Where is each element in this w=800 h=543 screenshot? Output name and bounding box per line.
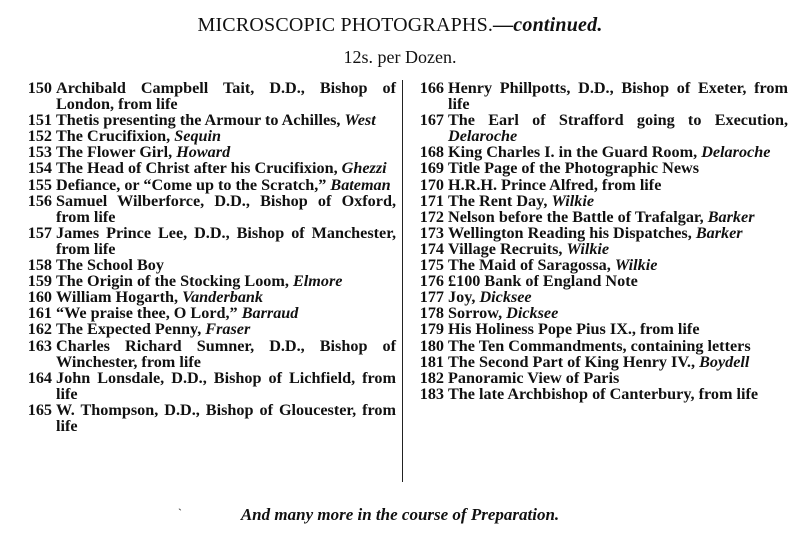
entry-text: Archibald Campbell Tait, D.D., Bishop of London, from life <box>56 79 396 114</box>
entry-number: 155 <box>27 175 52 194</box>
list-item <box>410 80 788 112</box>
entry-text: Samuel Wilberforce, D.D., Bishop of Oxford, from life <box>56 191 396 226</box>
entry-text: The Earl of Strafford going to Execution, Delaroche <box>448 111 788 146</box>
entry-text: The Maid of Saragossa, Wilkie <box>448 256 658 275</box>
left-column <box>18 80 396 434</box>
entry-number: 151 <box>27 111 52 130</box>
entry-text: Title Page of the Photographic News <box>448 159 700 178</box>
list-item <box>410 305 788 321</box>
entry-number: 172 <box>419 207 444 226</box>
entry-number: 160 <box>27 288 52 307</box>
entry-artist: Vanderbank <box>182 288 264 307</box>
entry-text: The School Boy <box>56 256 164 275</box>
entry-artist: Dicksee <box>506 304 559 323</box>
entry-artist: Delaroche <box>448 127 518 146</box>
list-item <box>410 160 788 176</box>
entry-number: 167 <box>419 111 444 130</box>
list-item <box>410 241 788 257</box>
list-item <box>18 112 396 128</box>
entry-text: The Origin of the Stocking Loom, Elmore <box>56 272 343 291</box>
list-item <box>410 338 788 354</box>
list-item <box>18 370 396 402</box>
list-item <box>18 305 396 321</box>
list-item <box>410 112 788 144</box>
entry-number: 181 <box>419 352 444 371</box>
list-item <box>18 177 396 193</box>
entry-text: Nelson before the Battle of Trafalgar, Barker <box>448 207 755 226</box>
entry-text: The Expected Penny, Fraser <box>56 320 251 339</box>
entry-number: 179 <box>419 320 444 339</box>
price-line: 12s. per Dozen. <box>343 47 457 67</box>
list-item <box>410 177 788 193</box>
entry-artist: Bateman <box>330 175 391 194</box>
right-column <box>410 80 788 402</box>
list-item <box>18 257 396 273</box>
entry-artist: Wilkie <box>551 191 595 210</box>
list-item <box>410 225 788 241</box>
entry-text: The Flower Girl, Howard <box>56 143 231 162</box>
list-item <box>410 370 788 386</box>
entry-text: Panoramic View of Paris <box>448 368 620 387</box>
list-item <box>18 321 396 337</box>
entry-artist: West <box>344 111 376 130</box>
page-title <box>0 14 800 37</box>
list-item <box>410 209 788 225</box>
entry-number: 174 <box>419 239 444 258</box>
entry-text: Thetis presenting the Armour to Achilles, West <box>56 111 376 130</box>
footer-note: And many more in the course of Preparation. <box>240 505 560 524</box>
entry-artist: Howard <box>176 143 231 162</box>
entry-text: Defiance, or “Come up to the Scratch,” Bateman <box>56 175 391 194</box>
entry-text: The Second Part of King Henry IV., Boydell <box>448 352 750 371</box>
entry-text: The Head of Christ after his Crucifixion, Ghezzi <box>56 159 387 178</box>
entry-text: £100 Bank of England Note <box>448 272 638 291</box>
list-item <box>410 354 788 370</box>
entry-artist: Wilkie <box>566 239 610 258</box>
entry-number: 164 <box>27 368 52 387</box>
entry-text: The Rent Day, Wilkie <box>448 191 595 210</box>
entry-artist: Barraud <box>241 304 299 323</box>
entry-artist: Barker <box>707 207 755 226</box>
entry-number: 180 <box>419 336 444 355</box>
entry-number: 150 <box>27 79 52 97</box>
entry-number: 159 <box>27 272 52 291</box>
entry-text: John Lonsdale, D.D., Bishop of Lichfield, from life <box>56 368 396 403</box>
list-item <box>18 160 396 176</box>
list-item <box>410 257 788 273</box>
entry-text: The Ten Commandments, containing letters <box>448 336 751 355</box>
list-item <box>410 193 788 209</box>
entry-number: 183 <box>419 384 444 403</box>
entry-text: Sorrow, Dicksee <box>448 304 559 323</box>
entry-text: The Crucifixion, Sequin <box>56 127 222 146</box>
title-continued: —continued. <box>493 14 603 36</box>
entry-number: 165 <box>27 400 52 419</box>
entry-number: 175 <box>419 256 444 275</box>
entry-artist: Ghezzi <box>341 159 387 178</box>
entry-artist: Boydell <box>699 352 750 371</box>
entry-number: 161 <box>27 304 52 323</box>
entry-number: 169 <box>419 159 444 178</box>
entry-artist: Barker <box>695 223 743 242</box>
entry-number: 173 <box>419 223 444 242</box>
entry-artist: Sequin <box>174 127 222 146</box>
entry-text: Charles Richard Sumner, D.D., Bishop of Winchester, from life <box>56 336 396 371</box>
entry-number: 170 <box>419 175 444 194</box>
entry-text: The late Archbishop of Canterbury, from life <box>448 384 759 403</box>
entry-number: 153 <box>27 143 52 162</box>
entry-text: Wellington Reading his Dispatches, Barker <box>448 223 743 242</box>
entry-text: King Charles I. in the Guard Room, Delaroche <box>448 143 771 162</box>
list-item <box>410 289 788 305</box>
entry-artist: Elmore <box>292 272 343 291</box>
list-item <box>410 321 788 337</box>
entry-number: 152 <box>27 127 52 146</box>
list-item <box>18 128 396 144</box>
list-item <box>18 193 396 225</box>
entry-text: Village Recruits, Wilkie <box>448 239 610 258</box>
entry-number: 178 <box>419 304 444 323</box>
entry-text: William Hogarth, Vanderbank <box>56 288 264 307</box>
list-item <box>18 273 396 289</box>
list-item <box>18 225 396 257</box>
list-item <box>410 386 788 402</box>
entry-number: 166 <box>419 79 444 97</box>
title-main: MICROSCOPIC PHOTOGRAPHS. <box>197 14 494 36</box>
entry-number: 154 <box>27 159 52 178</box>
entry-text: His Holiness Pope Pius IX., from life <box>448 320 700 339</box>
entry-text: W. Thompson, D.D., Bishop of Gloucester, from life <box>56 400 396 435</box>
entry-artist: Wilkie <box>614 256 658 275</box>
entry-number: 168 <box>419 143 444 162</box>
entry-number: 171 <box>419 191 444 210</box>
entry-number: 162 <box>27 320 52 339</box>
entry-number: 158 <box>27 256 52 275</box>
entry-artist: Delaroche <box>701 143 771 162</box>
entry-text: H.R.H. Prince Alfred, from life <box>448 175 662 194</box>
list-item <box>410 273 788 289</box>
list-item <box>18 289 396 305</box>
entry-number: 163 <box>27 336 52 355</box>
entry-text: Henry Phillpotts, D.D., Bishop of Exeter, from life <box>448 79 788 114</box>
entry-number: 182 <box>419 368 444 387</box>
entry-artist: Fraser <box>205 320 251 339</box>
entry-number: 176 <box>419 272 444 291</box>
list-item <box>18 144 396 160</box>
entry-text: “We praise thee, O Lord,” Barraud <box>56 304 299 323</box>
stray-mark: ˋ <box>178 506 182 520</box>
entry-artist: Dicksee <box>479 288 532 307</box>
entry-text: James Prince Lee, D.D., Bishop of Manchester, from life <box>56 223 396 258</box>
entry-number: 156 <box>27 191 52 210</box>
list-item <box>18 80 396 112</box>
entry-text: Joy, Dicksee <box>448 288 532 307</box>
column-divider <box>402 80 403 482</box>
list-item <box>18 338 396 370</box>
list-item <box>18 402 396 434</box>
list-item <box>410 144 788 160</box>
entry-number: 177 <box>419 288 444 307</box>
entry-number: 157 <box>27 223 52 242</box>
